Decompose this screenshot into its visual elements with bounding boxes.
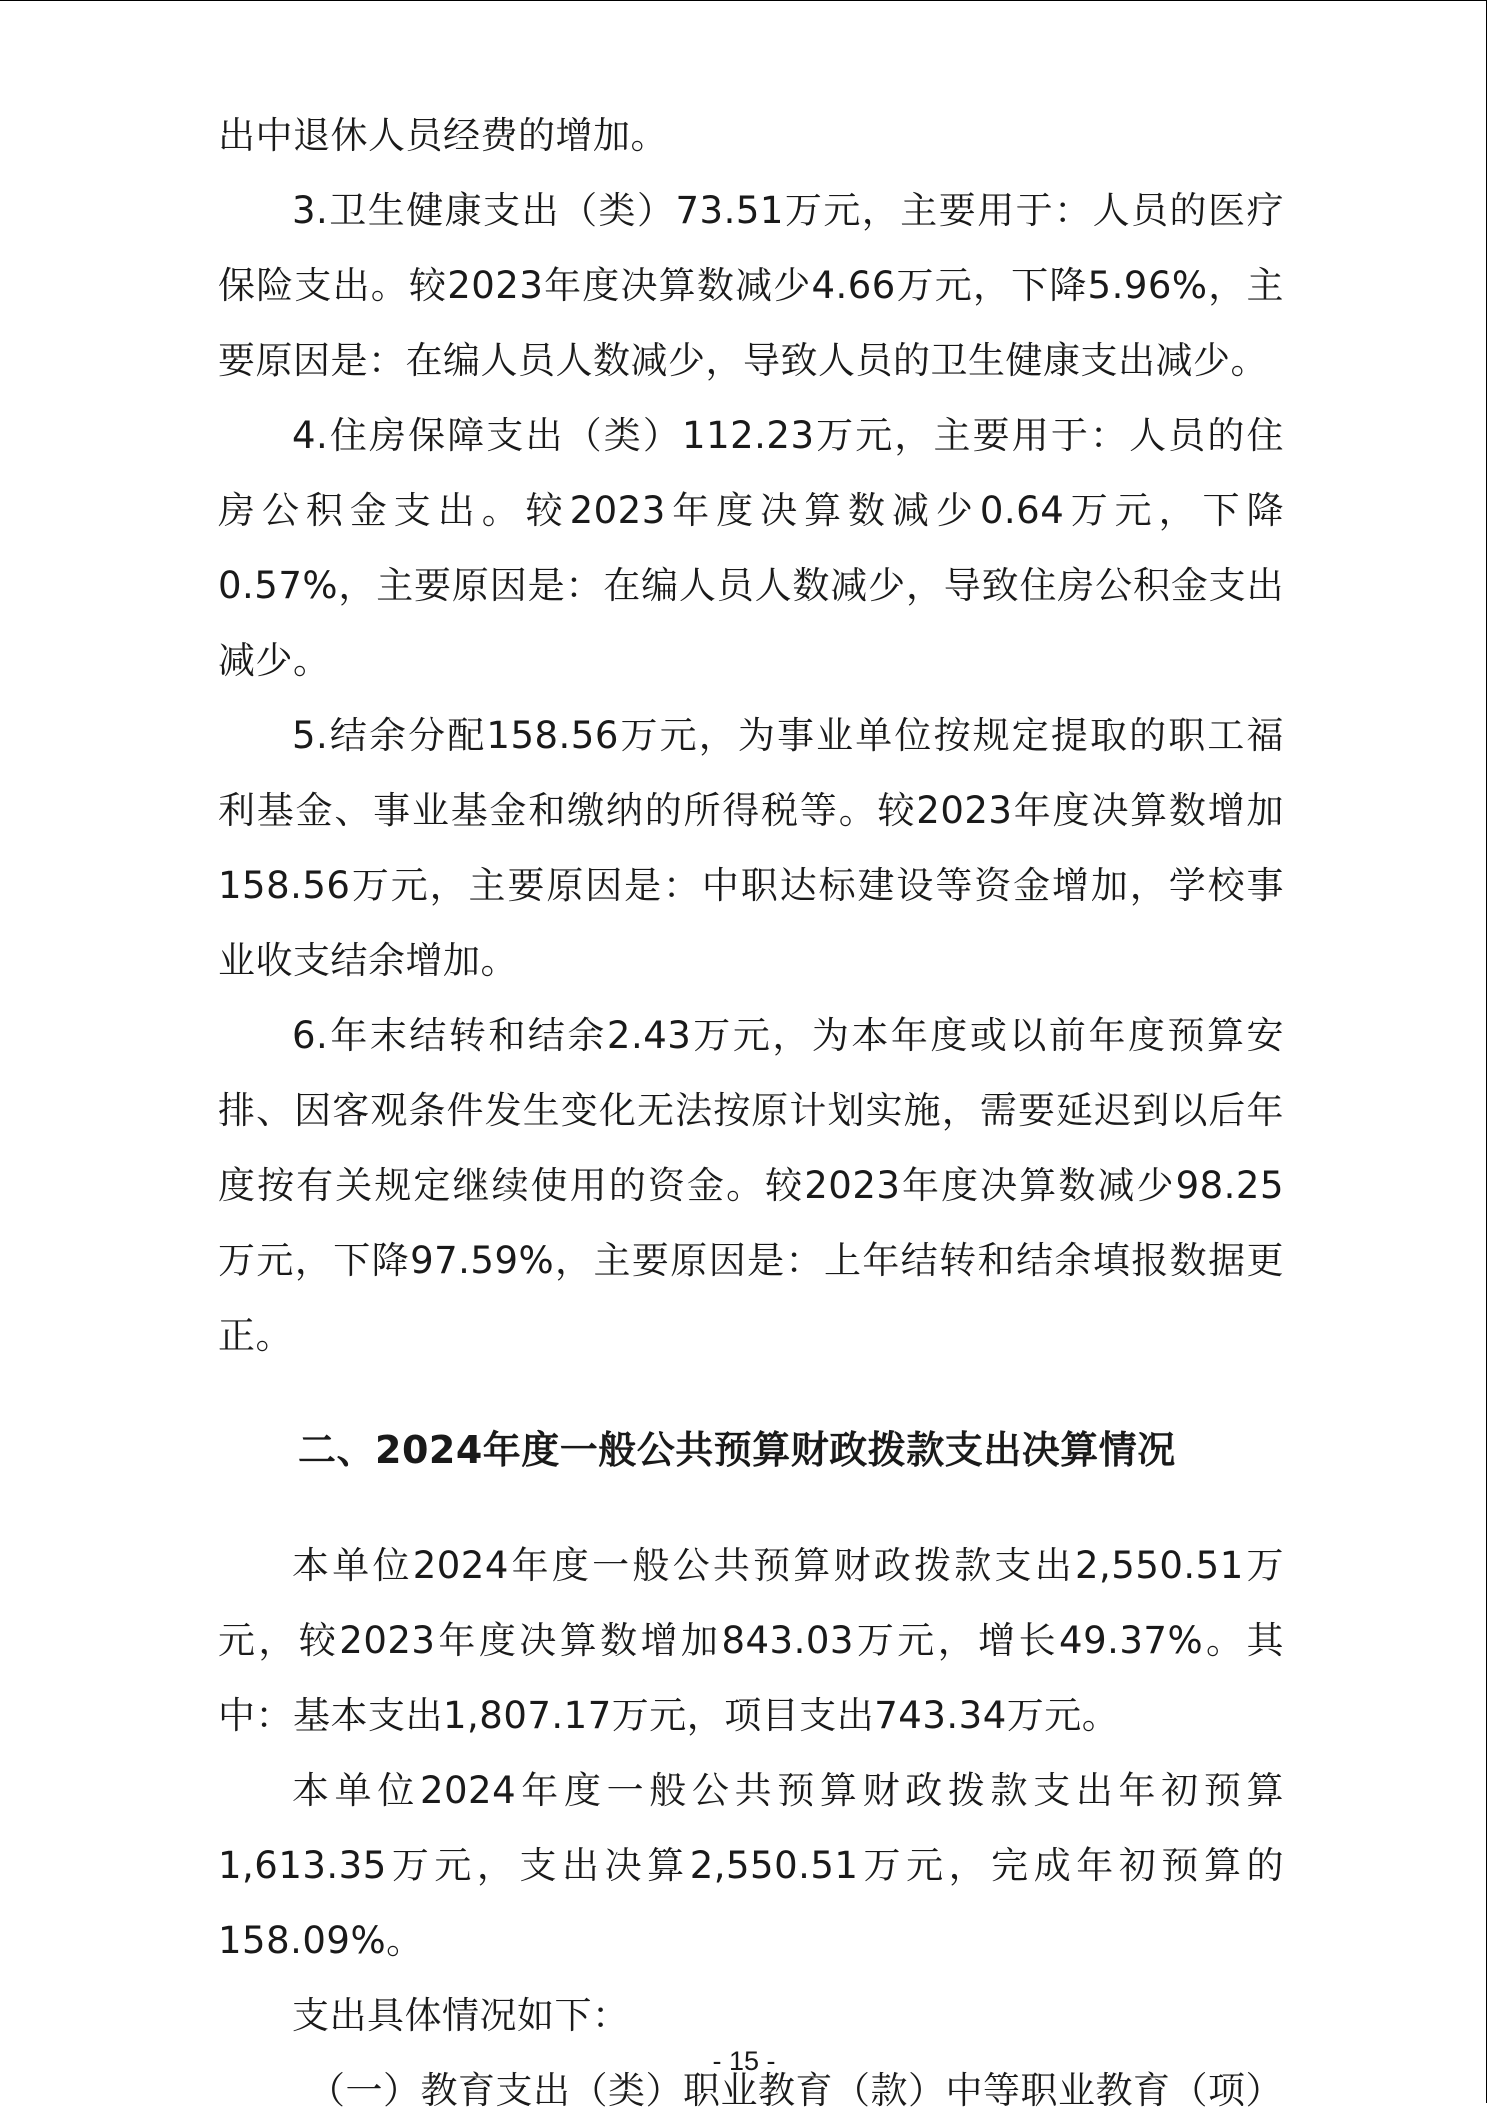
paragraph-budget-completion: 本单位2024年度一般公共预算财政拨款支出年初预算1,613.35万元，支出决算2,550.51万元，完成年初预算的158.09%。: [218, 1769, 1284, 1962]
subsection-heading: （一）教育支出（类）职业教育（款）中等职业教育（项）: [308, 2069, 1283, 2112]
paragraph-details-intro: 支出具体情况如下：: [292, 1994, 630, 2037]
paragraph-year-end-carryover: 6.年末结转和结余2.43万元，为本年度或以前年度预算安排、因客观条件发生变化无法按原计划实施，需要延迟到以后年度按有关规定继续使用的资金。较2023年度决算数减少98.25万元，下降97.59%，主要原因是：上年结转和结余填报数据更正。: [218, 1014, 1284, 1357]
paragraph-health-expenditure: 3.卫生健康支出（类）73.51万元，主要用于：人员的医疗保险支出。较2023年度决算数减少4.66万元，下降5.96%，主要原因是：在编人员人数减少，导致人员的卫生健康支出减少。: [218, 189, 1284, 382]
paragraph-housing-expenditure: 4.住房保障支出（类）112.23万元，主要用于：人员的住房公积金支出。较2023年度决算数减少0.64万元，下降0.57%，主要原因是：在编人员人数减少，导致住房公积金支出减少。: [218, 414, 1284, 682]
page-number: - 15 -: [712, 2046, 776, 2076]
paragraph-surplus-distribution: 5.结余分配158.56万元，为事业单位按规定提取的职工福利基金、事业基金和缴纳的所得税等。较2023年度决算数增加158.56万元，主要原因是：中职达标建设等资金增加，学校事业收支结余增加。: [218, 714, 1284, 982]
paragraph-continuation: 出中退休人员经费的增加。: [218, 114, 668, 157]
paragraph-general-budget-expenditure: 本单位2024年度一般公共预算财政拨款支出2,550.51万元，较2023年度决算数增加843.03万元，增长49.37%。其中：基本支出1,807.17万元，项目支出743.34万元。: [218, 1544, 1284, 1737]
section-heading: 二、2024年度一般公共预算财政拨款支出决算情况: [298, 1428, 1176, 1472]
document-body: [218, 98, 1284, 2128]
